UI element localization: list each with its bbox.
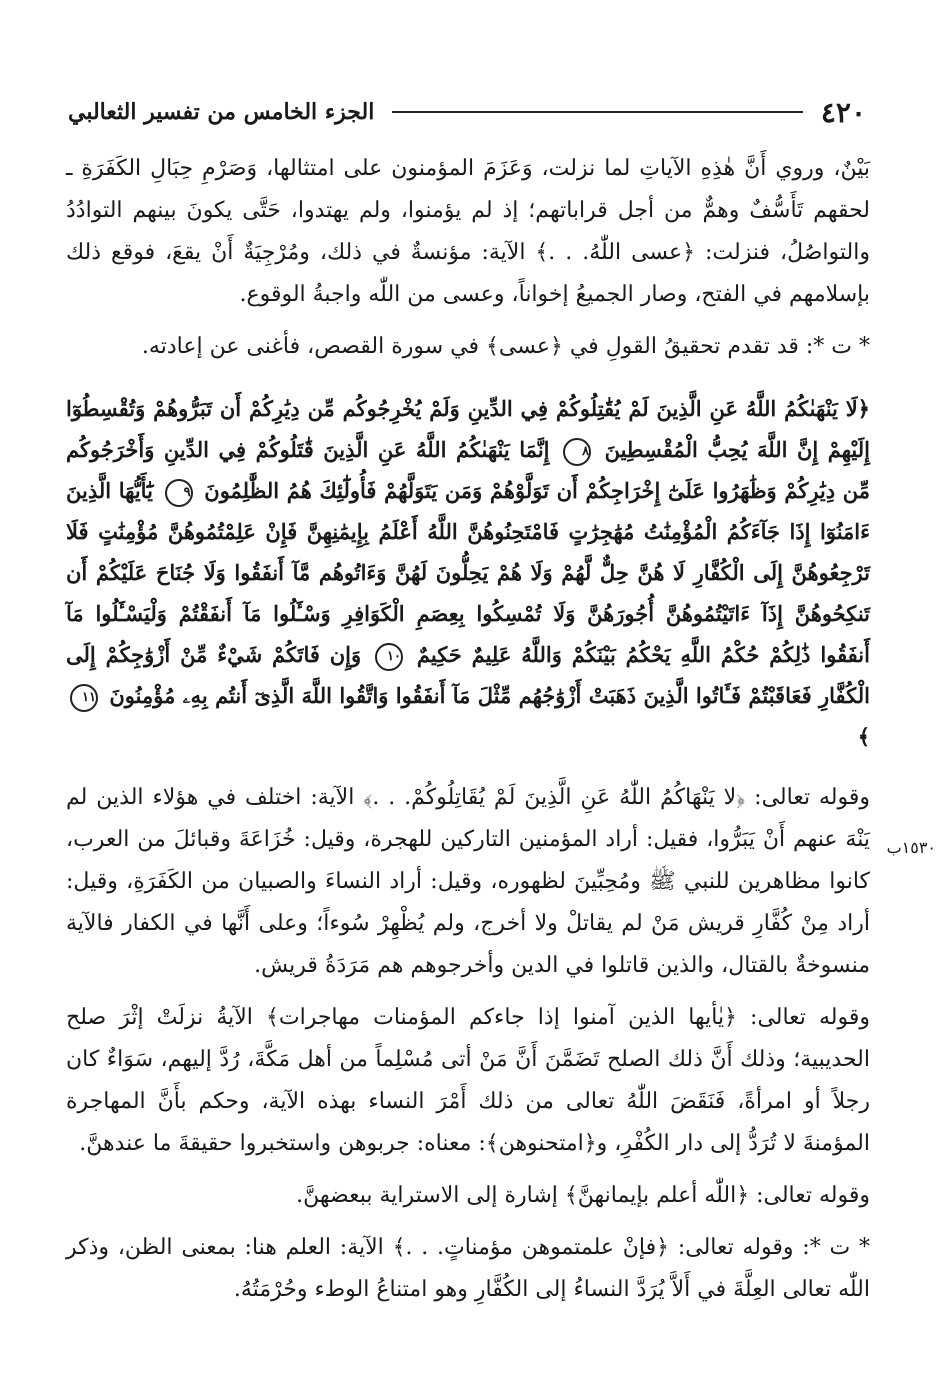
quran-verse-11-text: وَإِن فَاتَكُمْ شَيْءٌ مِّنْ أَزْوَٰجِكُمْ إِلَى الْكُفَّارِ فَعَاقَبْتُمْ فَـَٔاتُوا الَّذِينَ ذَهَبَتْ أَزْوَٰجُهُم مِّثْلَ مَآ أَنفَقُوا وَاتَّقُوا اللَّهَ الَّذِىٓ أَنتُم بِهِۦ مُؤْمِنُونَ: [66, 642, 870, 708]
running-header: [68, 92, 866, 132]
ayah-marker-11: ١١: [70, 684, 98, 712]
paragraph-3: وقوله تعالى: ﴿لا يَنْهَاكُمُ اللّٰهُ عَنِ الَّذِينَ لَمْ يُقَاتِلُوكُمْ. . .﴾ الآية: اختلف في هؤلاء الذين لم يَنْهَ عنهم أَنْ يَبَرُّوا، فقيل: أراد المؤمنين التاركين للهجرة، وقيل: خُزَاعَةَ وقبائلَ من العرب، كانوا مظاهرين للنبي ﷺ ومُحِبِّينَ لظهوره، وقيل: أراد النساءَ والصبيان من الكَفَرَةِ، وقيل: أراد مِنْ كُفَّارِ قريش مَنْ لم يقاتلْ ولا أخرج، ولم يُظْهِرْ سُوءاً؛ وعلى أَنَّها في الكفار فالآية منسوخةٌ بالقتال، والذين قاتلوا في الدين وأخرجوهم هم مَرَدَةُ قريش.: [66, 785, 870, 978]
paragraph-4: وقوله تعالى: ﴿يٰأيها الذين آمنوا إذا جاءكم المؤمنات مهاجرات﴾ الآيةُ نزلَتْ إثْرَ صلح الحديبية؛ وذلك أَنَّ ذلك الصلح تَضَمَّنَ أَنَّ مَنْ أتى مُسْلِماً من أهل مَكَّةَ، رُدَّ إليهم، سَوَاءٌ كان رجلاً أو امرأةً، فَنَقَضَ اللّٰهُ تعالى من ذلك أَمْرَ النساء بهذه الآية، وحكم بأَنَّ المهاجرة المؤمنةَ لا تُرَدُّ إلى دار الكُفْرِ، و﴿امتحنوهن﴾: معناه: جربوهن واستخبروا حقيقةَ ما عندهنَّ.: [66, 1005, 870, 1156]
manuscript-margin-note: ١٥٣٠ب: [886, 838, 936, 857]
quran-verses-block: [66, 388, 870, 757]
page-number: ٤٢٠: [820, 95, 866, 129]
ayah-marker-9: ٩: [165, 479, 193, 507]
paragraph-5: وقوله تعالى: ﴿اللّٰه أعلم بإيمانهنَّ﴾ إشارة إلى الاستراية ببعضهنَّ.: [296, 1183, 870, 1208]
paragraph-6: * ت *: وقوله تعالى: ﴿فإنْ علمتموهن مؤمناتٍ. . .﴾ الآية: العلم هنا: بمعنى الظن، وذكر اللّٰه تعالى العِلَّةَ في أَلاَّ يُرَدَّ النساءُ إلى الكُفَّارِ وهو امتناعُ الوطء وحُرْمَتُهُ.: [66, 1235, 870, 1302]
ayah-marker-10: ١٠: [375, 643, 403, 671]
paragraph-2: * ت *: قد تقدم تحقيقُ القولِ في ﴿عسى﴾ في سورة القصص، فأغنى عن إعادته.: [141, 334, 870, 359]
running-title: الجزء الخامس من تفسير الثعالبي: [68, 99, 375, 125]
ayah-marker-8: ٨: [563, 438, 591, 466]
quran-verse-9-text: إِنَّمَا يَنْهَىٰكُمُ اللَّهُ عَنِ الَّذِينَ قَٰتَلُوكُمْ فِي الدِّينِ وَأَخْرَجُوكُم مِّن دِيَٰرِكُمْ وَظَٰهَرُوا عَلَىٰٓ إِخْرَاجِكُمْ أَن تَوَلَّوْهُمْ وَمَن يَتَوَلَّهُمْ فَأُولَٰٓئِكَ هُمُ الظَّٰلِمُونَ: [66, 437, 870, 503]
header-rule: [392, 111, 803, 113]
quran-verse-10-text: يَٰٓأَيُّهَا الَّذِينَ ءَامَنُوٓا إِذَا جَآءَكُمُ الْمُؤْمِنَٰتُ مُهَٰجِرَٰتٍ فَامْتَحِنُوهُنَّ اللَّهُ أَعْلَمُ بِإِيمَٰنِهِنَّ فَإِنْ عَلِمْتُمُوهُنَّ مُؤْمِنَٰتٍ فَلَا تَرْجِعُوهُنَّ إِلَى الْكُفَّارِ لَا هُنَّ حِلٌّ لَّهُمْ وَلَا هُمْ يَحِلُّونَ لَهُنَّ وَءَاتُوهُم مَّآ أَنفَقُوا وَلَا جُنَاحَ عَلَيْكُمْ أَن تَنكِحُوهُنَّ إِذَآ ءَاتَيْتُمُوهُنَّ أُجُورَهُنَّ وَلَا تُمْسِكُوا بِعِصَمِ الْكَوَافِرِ وَسْـَٔلُوا مَآ أَنفَقْتُمْ وَلْيَسْـَٔلُوا مَآ أَنفَقُوا ذَٰلِكُمْ حُكْمُ اللَّهِ يَحْكُمُ بَيْنَكُمْ وَاللَّهُ عَلِيمٌ حَكِيمٌ: [66, 478, 870, 667]
paragraph-1: بَيْنٌ، وروي أَنَّ هٰذِهِ الآياتِ لما نزلت، وَعَزَمَ المؤمنون على امتثالها، وَصَرْمِ حِبَالِ الكَفَرَةِ ـ لحقهم تَأَسُّفٌ وهمٌّ من أجل قراباتهم؛ إذ لم يؤمنوا، ولم يهتدوا، حَتَّى يكونَ بينهم التوادُدُ والتواصُلُ، فنزلت: ﴿عسى اللّٰهُ. . .﴾ الآية: مؤنسةٌ في ذلك، ومُرْجِيَةٌ أَنْ يقعَ، فوقع ذلك بإسلامهم في الفتح، وصار الجميعُ إخواناً، وعسى من اللّٰه واجبةُ الوقوع.: [66, 156, 870, 307]
page-body: [66, 148, 870, 1321]
quran-close-bracket: ﴾: [857, 724, 870, 749]
quran-verse-8-text: ﴿لَا يَنْهَىٰكُمُ اللَّهُ عَنِ الَّذِينَ لَمْ يُقَٰتِلُوكُمْ فِي الدِّينِ وَلَمْ يُخْرِجُوكُم مِّن دِيَٰرِكُمْ أَن تَبَرُّوهُمْ وَتُقْسِطُوٓا إِلَيْهِمْ إِنَّ اللَّهَ يُحِبُّ الْمُقْسِطِينَ: [66, 396, 870, 462]
